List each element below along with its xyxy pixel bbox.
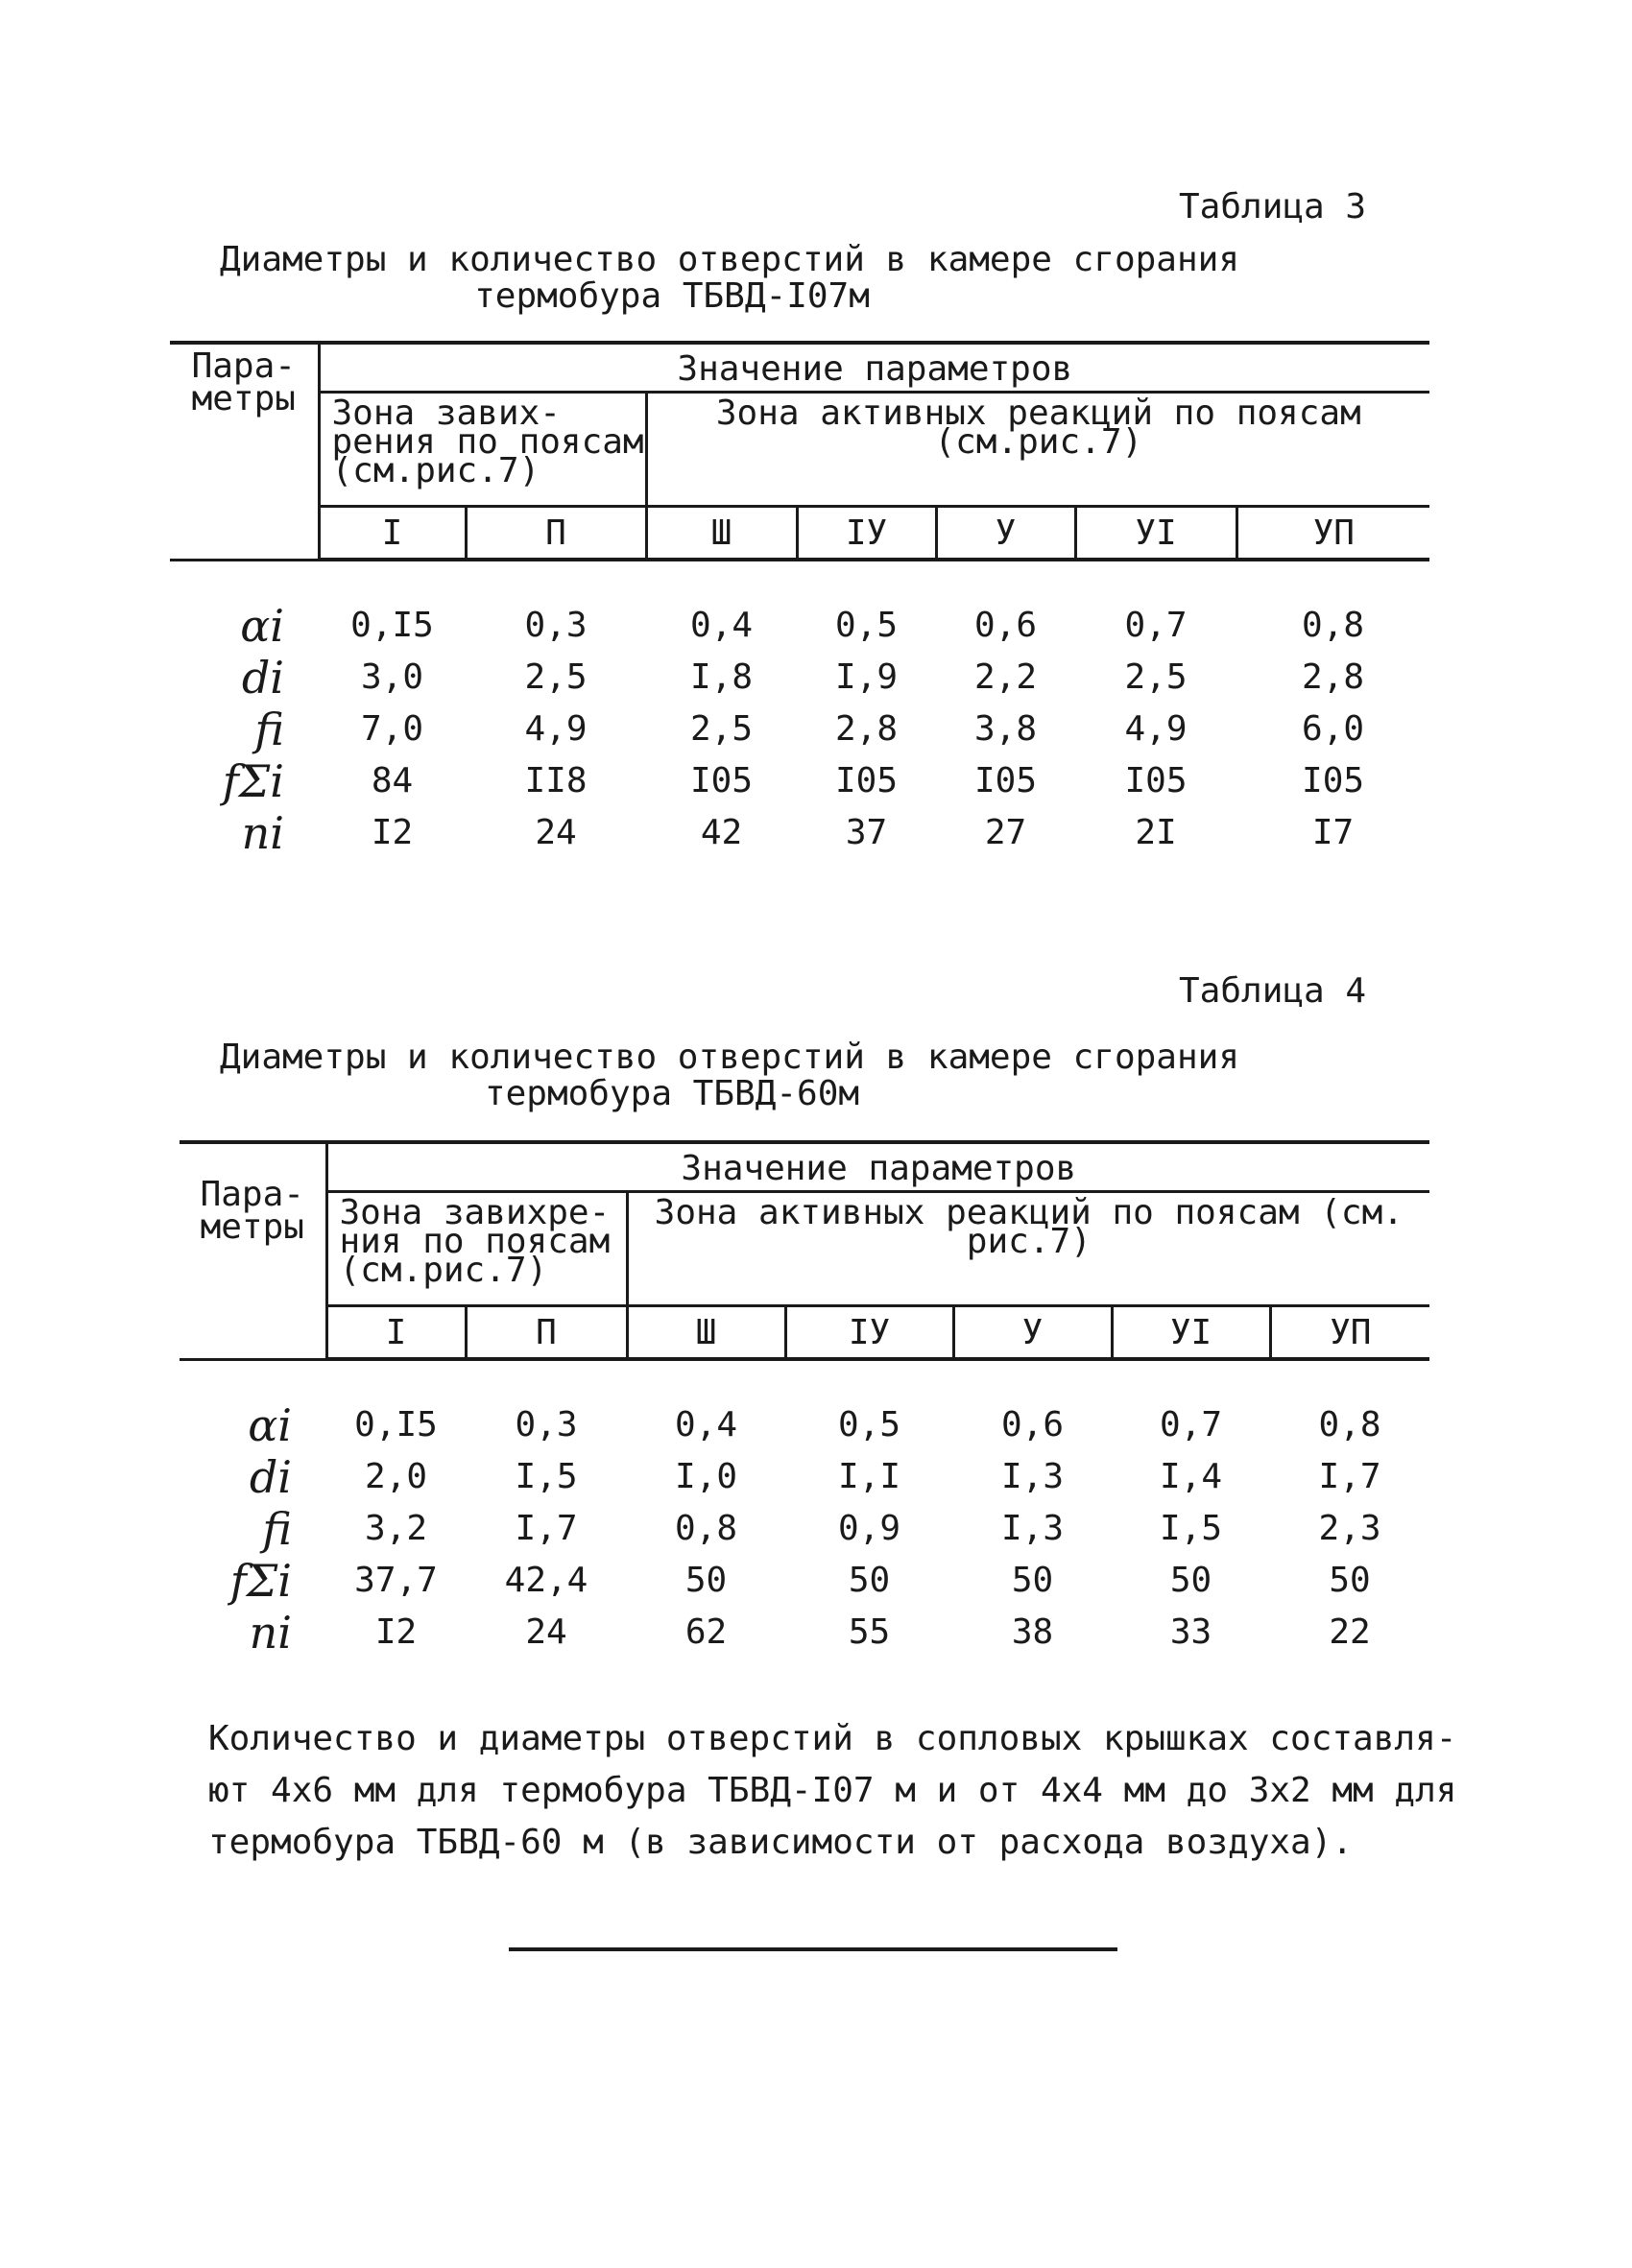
table-cell: 38 [1011, 1612, 1054, 1652]
table-cell: II8 [524, 761, 588, 800]
table-cell: 0,8 [1318, 1405, 1381, 1445]
footnote-line: Количество и диаметры отверстий в сопловых крышках составля- [208, 1719, 1457, 1758]
table-cell: 50 [1329, 1561, 1371, 1600]
table4-caption-line1: Диаметры и количество отверстий в камере сгорания [219, 1038, 1240, 1077]
table4-belt-header: П [466, 1306, 627, 1360]
table-cell: 62 [684, 1612, 728, 1652]
table-cell: 2,8 [834, 709, 899, 749]
table-cell: 2,0 [364, 1457, 428, 1496]
table3-caption-line1: Диаметры и количество отверстий в камере сгорания [219, 240, 1240, 279]
table-cell: 33 [1169, 1612, 1212, 1652]
table4-belt-header: У [953, 1306, 1112, 1360]
table-cell: 2,5 [524, 657, 588, 697]
table-cell: I2 [374, 1612, 418, 1652]
table-cell: I7 [1311, 813, 1355, 852]
table-cell: 0,I5 [350, 606, 434, 646]
table-row [170, 652, 1429, 704]
table-cell: 37,7 [354, 1561, 438, 1600]
table3-belt-header: П [466, 507, 646, 561]
table-cell: I2 [371, 813, 414, 852]
table3 [170, 341, 1429, 859]
table4-swirl-zone-header: Зона завихре- ния по поясам (см.рис.7) [326, 1192, 627, 1306]
table-cell: 24 [525, 1612, 567, 1652]
table-cell: 0,5 [837, 1405, 901, 1445]
table-cell: 0,8 [1302, 606, 1365, 646]
table-cell: 37 [845, 813, 888, 852]
table-cell: 22 [1329, 1612, 1371, 1652]
table4-belt-header: I [326, 1306, 466, 1360]
table-cell: 6,0 [1302, 709, 1365, 749]
table-cell: 50 [1169, 1561, 1212, 1600]
table-row [170, 807, 1429, 859]
table-cell: 0,7 [1124, 606, 1188, 646]
table4-symbol: ni [249, 1606, 292, 1659]
table-cell: 50 [848, 1561, 891, 1600]
table4-caption [0, 1039, 1632, 1112]
table3-belt-header: УI [1075, 507, 1236, 561]
table-cell: I,7 [1318, 1457, 1381, 1496]
table-cell: I,7 [515, 1509, 578, 1548]
table-row [180, 1359, 1429, 1451]
table-cell: 2,2 [973, 657, 1038, 697]
table3-active-zone-header: Зона активных реакций по поясам (см.рис.7) [646, 393, 1429, 507]
table-cell: I,0 [674, 1457, 738, 1496]
table-cell: 2,8 [1302, 657, 1365, 697]
table-cell: 2I [1135, 813, 1177, 852]
table4-values-header: Значение параметров [326, 1142, 1429, 1192]
table3-belt-header: УП [1236, 507, 1429, 561]
table3-symbol: di [241, 651, 284, 704]
table-cell: 4,9 [524, 709, 588, 749]
table4-belt-header: IУ [785, 1306, 953, 1360]
table-row [180, 1607, 1429, 1659]
table-cell: 55 [848, 1612, 891, 1652]
table-cell: 2,5 [689, 709, 754, 749]
table4-symbol: αi [248, 1398, 292, 1451]
table-cell: 42,4 [504, 1561, 588, 1600]
table-cell: 50 [684, 1561, 728, 1600]
table-cell: 0,3 [524, 606, 588, 646]
table-cell: 0,9 [837, 1509, 901, 1548]
table3-swirl-zone-header: Зона завих- рения по поясам (см.рис.7) [319, 393, 646, 507]
table-cell: 84 [371, 761, 414, 800]
footnote-line: ют 4х6 мм для термобура ТБВД-I07 м и от 4х4 мм до 3х2 мм для [208, 1771, 1457, 1810]
table-cell: 0,7 [1159, 1405, 1223, 1445]
table4-symbol: fΣi [229, 1554, 292, 1607]
table3-caption-line2: термобура ТБВД-I07м [474, 276, 870, 316]
table3-belt-header: У [936, 507, 1075, 561]
table-cell: I,I [837, 1457, 901, 1496]
table-cell: I05 [1302, 761, 1365, 800]
table4 [180, 1140, 1429, 1659]
table4-param-header: Пара- метры [180, 1142, 326, 1359]
footnote-paragraph [208, 1713, 1456, 1869]
table4-belt-header: УП [1270, 1306, 1429, 1360]
table-cell: I05 [973, 761, 1038, 800]
table-row [180, 1451, 1429, 1503]
table-cell: I05 [689, 761, 754, 800]
table3-belt-header: Ш [646, 507, 797, 561]
table-cell: 2,3 [1318, 1509, 1381, 1548]
table-cell: I,8 [689, 657, 754, 697]
table-cell: I,4 [1159, 1457, 1223, 1496]
table4-label: Таблица 4 [1179, 971, 1367, 1011]
table4-belt-header: Ш [627, 1306, 785, 1360]
table4-caption-line2: термобура ТБВД-60м [484, 1074, 860, 1113]
table-cell: I,3 [1000, 1457, 1065, 1496]
table-row [170, 560, 1429, 652]
table-cell: 0,3 [515, 1405, 578, 1445]
table-cell: 0,4 [674, 1405, 738, 1445]
table4-active-zone-header: Зона активных реакций по поясам (см. рис.7) [627, 1192, 1429, 1306]
table-cell: I,3 [1000, 1509, 1065, 1548]
table-cell: 3,0 [360, 657, 424, 697]
table3-symbol: αi [240, 599, 284, 652]
table-cell: 7,0 [360, 709, 424, 749]
table-cell: 42 [700, 813, 743, 852]
table4-symbol: di [249, 1450, 292, 1503]
table-row [170, 755, 1429, 807]
table3-label: Таблица 3 [1179, 187, 1367, 227]
table-cell: 50 [1011, 1561, 1054, 1600]
table-cell: 0,6 [973, 606, 1038, 646]
table-cell: 4,9 [1124, 709, 1188, 749]
table4-symbol: fi [262, 1502, 292, 1555]
table3-symbol: fΣi [222, 754, 284, 807]
footnote-line: термобура ТБВД-60 м (в зависимости от расхода воздуха). [208, 1823, 1354, 1862]
table-cell: 0,4 [689, 606, 754, 646]
table3-belt-header: IУ [797, 507, 936, 561]
table-row [170, 704, 1429, 755]
table-cell: 24 [535, 813, 577, 852]
table3-caption [0, 242, 1632, 315]
table-cell: 0,6 [1000, 1405, 1065, 1445]
table-cell: 0,5 [834, 606, 899, 646]
table-cell: 3,8 [973, 709, 1038, 749]
table-cell: I,5 [1159, 1509, 1223, 1548]
table-cell: 27 [984, 813, 1027, 852]
table3-param-header: Пара- метры [170, 343, 319, 560]
table3-belt-header: I [319, 507, 466, 561]
table-cell: I05 [834, 761, 899, 800]
table4-belt-header: УI [1112, 1306, 1270, 1360]
table-cell: I,9 [834, 657, 899, 697]
table-cell: I05 [1124, 761, 1188, 800]
table3-symbol: fi [254, 703, 284, 755]
table-cell: 0,8 [674, 1509, 738, 1548]
table-cell: I,5 [515, 1457, 578, 1496]
table-cell: 0,I5 [354, 1405, 438, 1445]
table-cell: 3,2 [364, 1509, 428, 1548]
table3-symbol: ni [241, 806, 284, 859]
table-row [180, 1503, 1429, 1555]
table-row [180, 1555, 1429, 1607]
table3-values-header: Значение параметров [319, 343, 1429, 393]
end-rule [509, 1947, 1117, 1951]
table-cell: 2,5 [1124, 657, 1188, 697]
